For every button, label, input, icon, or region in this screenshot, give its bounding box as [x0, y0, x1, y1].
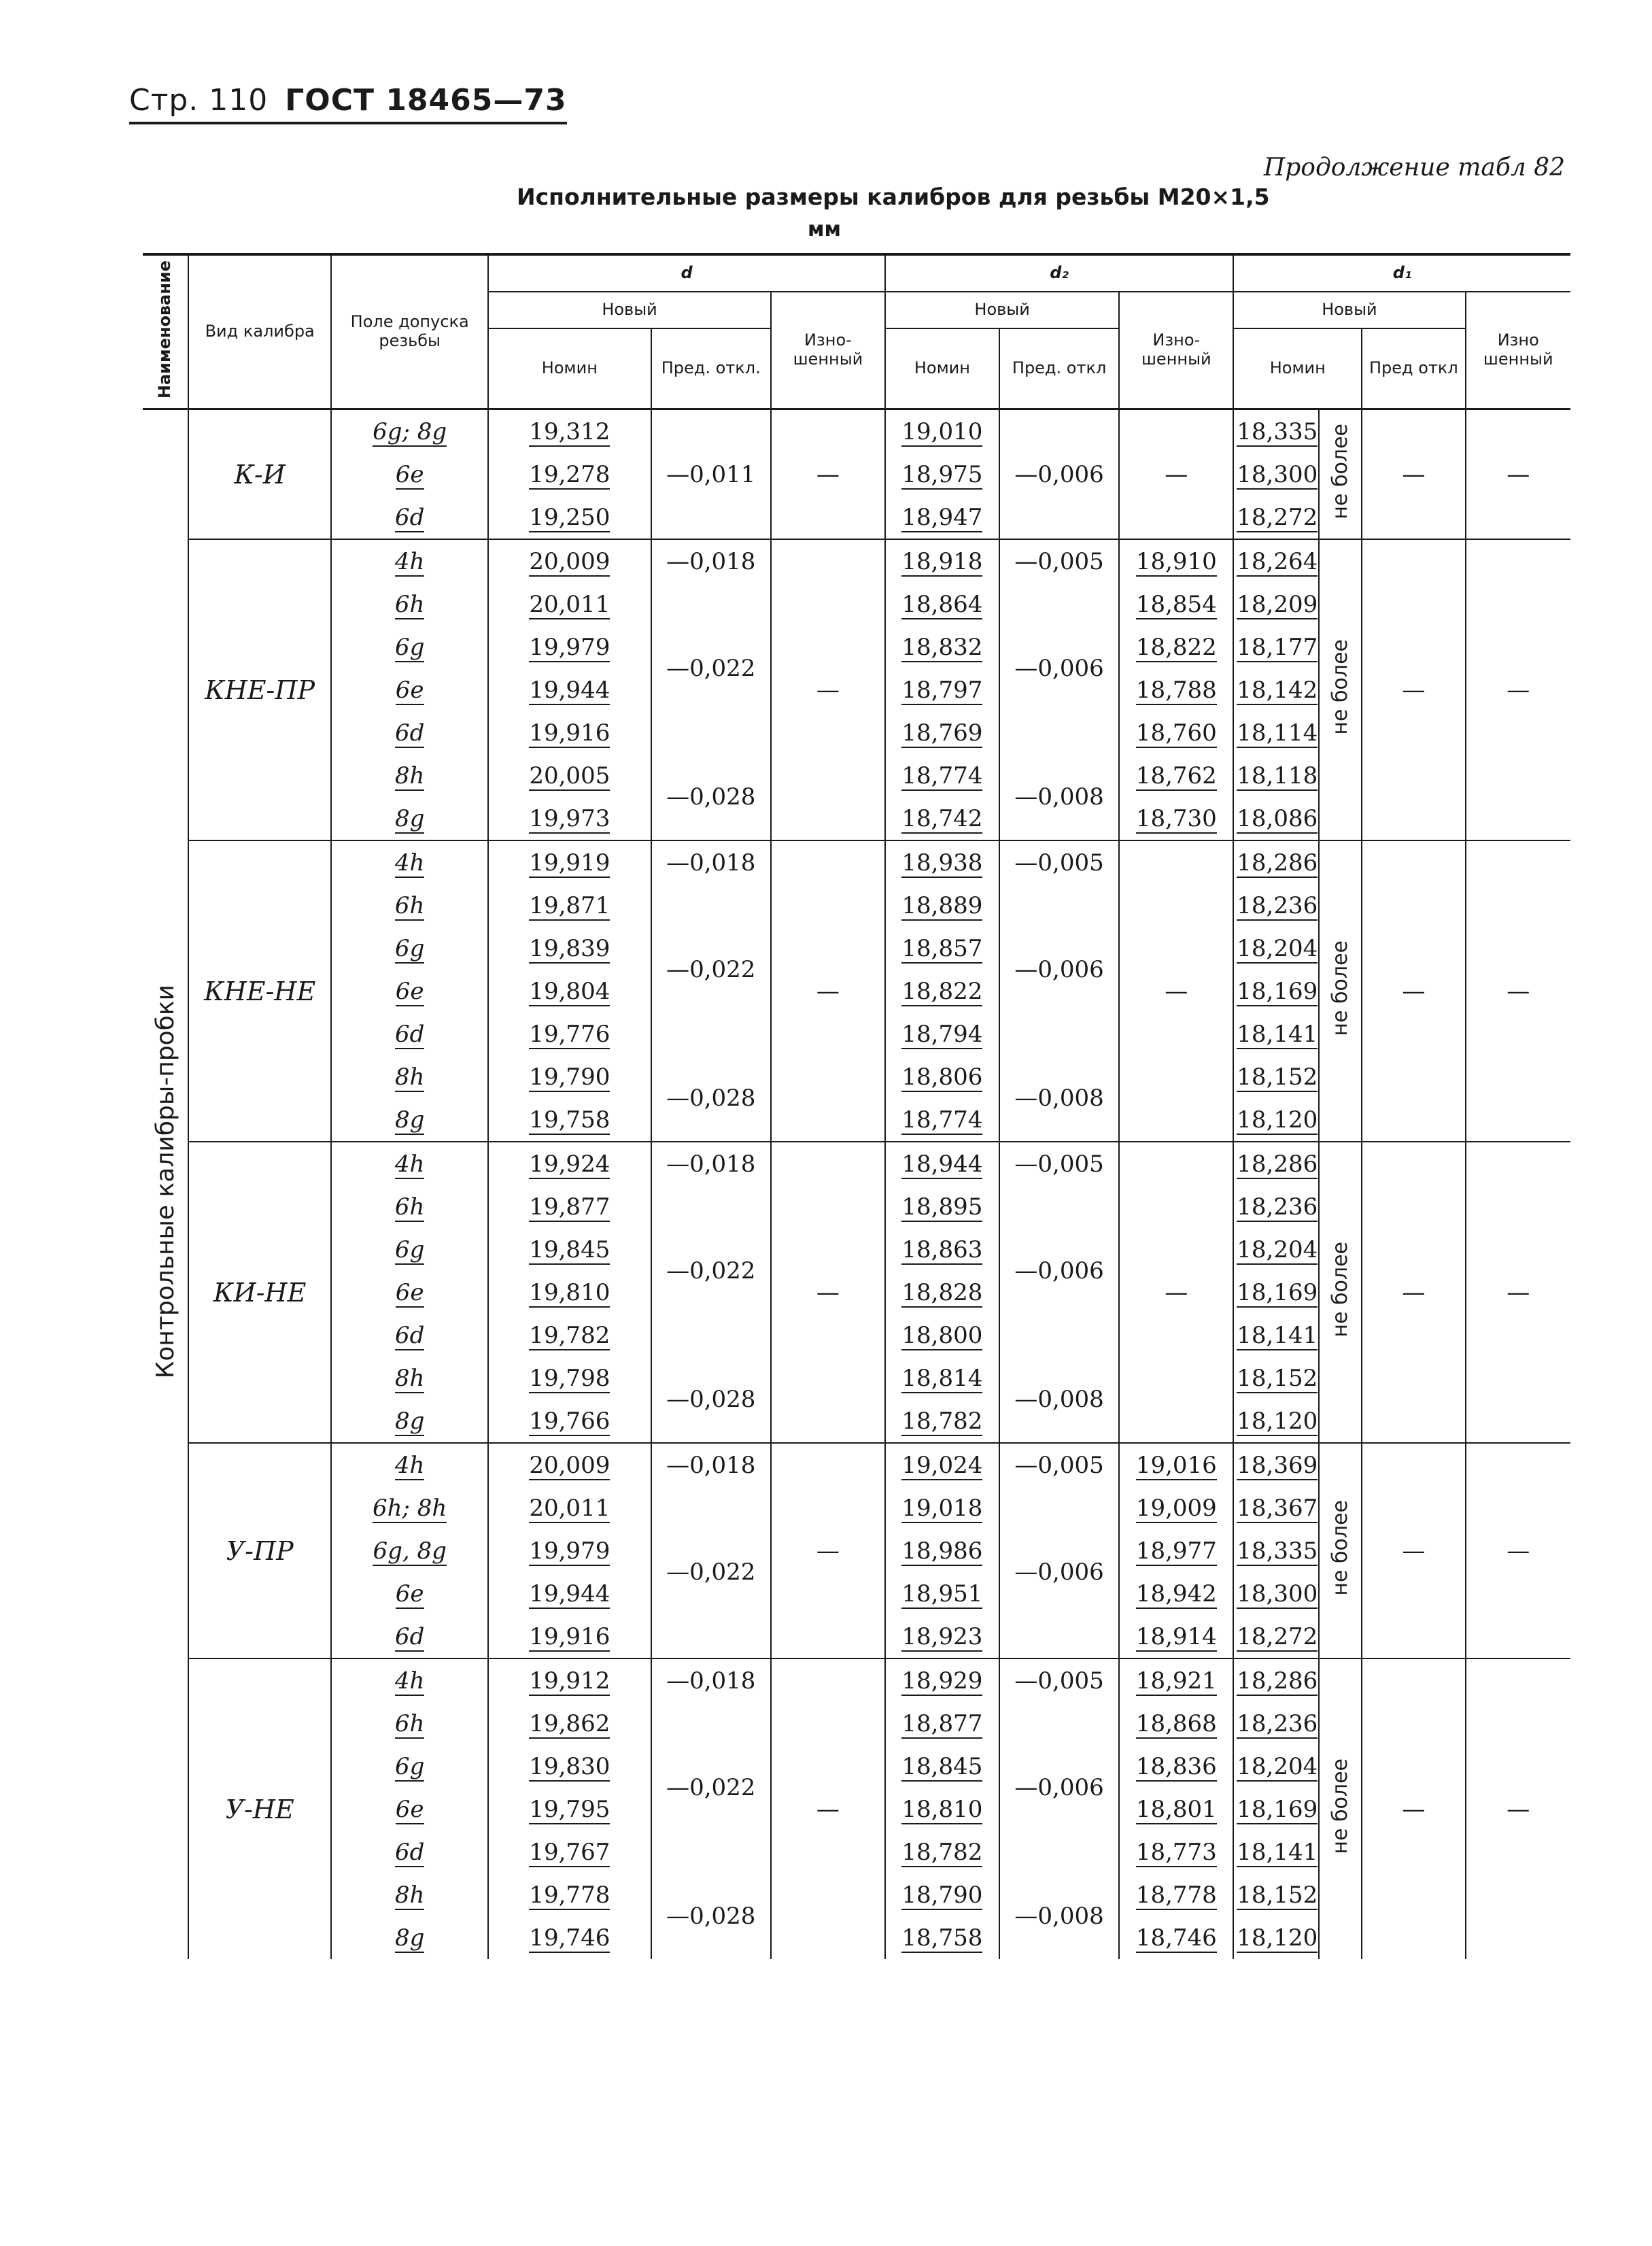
d2-nominal-value: 18,864: [885, 583, 999, 626]
col-gauge-type-header: Вид калибра: [188, 254, 331, 409]
d2-new-header: Новый: [885, 292, 1119, 328]
col-d1-header: d₁: [1233, 254, 1570, 292]
col-name-header: Наименование: [143, 254, 188, 409]
d-worn-value: —: [771, 539, 885, 840]
d2-worn-value: 18,977: [1119, 1529, 1233, 1572]
tolerance-field: 6h: [331, 884, 488, 927]
d-nominal-value: 19,798: [488, 1357, 651, 1399]
d-deviation-value: —0,022: [651, 1486, 771, 1658]
d1-worn-value: —: [1466, 1443, 1571, 1658]
d1-not-more-note: не более: [1319, 539, 1362, 840]
d-nominal-value: 19,746: [488, 1916, 651, 1959]
d-nominal-value: 19,845: [488, 1228, 651, 1271]
d-deviation-header: Пред. откл.: [651, 328, 771, 409]
d-deviation-value: —0,011: [651, 409, 771, 540]
standard-number: ГОСТ 18465—73: [285, 83, 567, 118]
d-nominal-value: 19,919: [488, 840, 651, 884]
d-nominal-value: 19,944: [488, 1572, 651, 1615]
d1-nominal-value: 18,286: [1233, 840, 1319, 884]
d2-nominal-value: 18,828: [885, 1271, 999, 1314]
d1-nominal-value: 18,209: [1233, 583, 1319, 626]
gauge-type-name: У-НЕ: [188, 1658, 331, 1959]
d1-nominal-value: 18,264: [1233, 539, 1319, 583]
table-title: Исполнительные размеры калибров для резьбы M20×1,5: [517, 184, 1270, 210]
d2-nominal-value: 18,800: [885, 1314, 999, 1357]
d1-nominal-value: 18,120: [1233, 1916, 1319, 1959]
table-unit: мм: [808, 218, 842, 241]
table-row: [143, 840, 1570, 884]
d2-nominal-value: 18,975: [885, 453, 999, 496]
tolerance-field: 6d: [331, 1831, 488, 1873]
d-nominal-header: Номин: [488, 328, 651, 409]
d-nominal-value: 19,862: [488, 1702, 651, 1745]
tolerance-field: 8g: [331, 1399, 488, 1443]
d-nominal-value: 19,916: [488, 711, 651, 754]
d2-worn-value: —: [1119, 840, 1233, 1142]
d2-nominal-value: 18,986: [885, 1529, 999, 1572]
d-nominal-value: 19,877: [488, 1185, 651, 1228]
tolerance-field: 6e: [331, 970, 488, 1013]
d1-nominal-value: 18,286: [1233, 1142, 1319, 1185]
d-deviation-value: —0,028: [651, 1055, 771, 1142]
d2-worn-value: 18,914: [1119, 1615, 1233, 1658]
tolerance-field: 6d: [331, 496, 488, 539]
d-nominal-value: 19,782: [488, 1314, 651, 1357]
d1-nominal-value: 18,141: [1233, 1831, 1319, 1873]
d2-nominal-value: 18,951: [885, 1572, 999, 1615]
d-nominal-value: 19,790: [488, 1055, 651, 1098]
d2-deviation-value: —0,008: [999, 1055, 1119, 1142]
d2-worn-value: 18,746: [1119, 1916, 1233, 1959]
d-new-header: Новый: [488, 292, 771, 328]
d2-nominal-value: 18,797: [885, 668, 999, 711]
tolerance-field: 6e: [331, 453, 488, 496]
d-deviation-value: —0,022: [651, 884, 771, 1055]
d2-nominal-value: 18,774: [885, 1098, 999, 1142]
d1-nominal-value: 18,335: [1233, 409, 1319, 454]
d-worn-value: —: [771, 1658, 885, 1959]
d2-deviation-value: —0,006: [999, 583, 1119, 754]
d-nominal-value: 19,250: [488, 496, 651, 539]
d2-nominal-value: 18,895: [885, 1185, 999, 1228]
d1-nominal-value: 18,120: [1233, 1399, 1319, 1443]
d2-worn-value: 18,801: [1119, 1788, 1233, 1831]
d2-worn-value: 18,822: [1119, 626, 1233, 668]
d2-worn-value: —: [1119, 1142, 1233, 1443]
d-deviation-value: —0,022: [651, 1702, 771, 1873]
table-row: [143, 409, 1570, 454]
tolerance-field: 6d: [331, 1013, 488, 1055]
d2-worn-value: 18,773: [1119, 1831, 1233, 1873]
d1-worn-value: —: [1466, 1142, 1571, 1443]
d2-worn-value: 19,016: [1119, 1443, 1233, 1486]
table-continuation: Продолжение табл 82: [1263, 154, 1565, 182]
d-nominal-value: 19,795: [488, 1788, 651, 1831]
d1-nominal-value: 18,272: [1233, 1615, 1319, 1658]
tolerance-field: 6g: [331, 1745, 488, 1788]
d2-deviation-value: —0,008: [999, 1357, 1119, 1443]
d-deviation-value: —0,018: [651, 1658, 771, 1702]
d2-deviation-value: —0,005: [999, 539, 1119, 583]
d-deviation-value: —0,018: [651, 1443, 771, 1486]
d1-not-more-note: не более: [1319, 1142, 1362, 1443]
gauge-type-name: КНЕ-НЕ: [188, 840, 331, 1142]
d1-nominal-value: 18,169: [1233, 1271, 1319, 1314]
d2-worn-value: 18,921: [1119, 1658, 1233, 1702]
d2-deviation-value: —0,008: [999, 1873, 1119, 1959]
d1-not-more-note: не более: [1319, 840, 1362, 1142]
d1-deviation-value: —: [1362, 1443, 1465, 1658]
tolerance-field: 6h: [331, 1185, 488, 1228]
d1-nominal-value: 18,118: [1233, 754, 1319, 797]
gauge-type-name: КНЕ-ПР: [188, 539, 331, 840]
d-deviation-value: —0,028: [651, 1357, 771, 1443]
table-row: [143, 1658, 1570, 1702]
d2-worn-value: 18,868: [1119, 1702, 1233, 1745]
d2-worn-value: 18,910: [1119, 539, 1233, 583]
d2-worn-value: 18,854: [1119, 583, 1233, 626]
d1-nominal-value: 18,236: [1233, 1702, 1319, 1745]
d1-nominal-value: 18,169: [1233, 970, 1319, 1013]
tolerance-field: 8h: [331, 1357, 488, 1399]
d2-nominal-value: 18,806: [885, 1055, 999, 1098]
d1-nominal-value: 18,335: [1233, 1529, 1319, 1572]
d-nominal-value: 19,979: [488, 626, 651, 668]
d1-deviation-value: —: [1362, 1142, 1465, 1443]
tolerance-field: 6g: [331, 927, 488, 970]
tolerance-field: 6e: [331, 1788, 488, 1831]
d2-nominal-value: 18,822: [885, 970, 999, 1013]
d2-nominal-value: 18,769: [885, 711, 999, 754]
d2-nominal-value: 19,018: [885, 1486, 999, 1529]
d1-worn-header: Изно шенный: [1466, 292, 1571, 409]
d-deviation-value: —0,028: [651, 754, 771, 840]
d2-nominal-value: 18,929: [885, 1658, 999, 1702]
d2-deviation-value: —0,005: [999, 1142, 1119, 1185]
d2-nominal-value: 18,790: [885, 1873, 999, 1916]
tolerance-field: 8g: [331, 797, 488, 840]
d1-nominal-value: 18,141: [1233, 1013, 1319, 1055]
tolerance-field: 4h: [331, 1142, 488, 1185]
d1-nominal-value: 18,204: [1233, 927, 1319, 970]
d2-nominal-value: 18,758: [885, 1916, 999, 1959]
d-nominal-value: 19,916: [488, 1615, 651, 1658]
tolerance-field: 6g; 8g: [331, 409, 488, 454]
tolerance-field: 6g, 8g: [331, 1529, 488, 1572]
tolerance-field: 6e: [331, 1572, 488, 1615]
col-tolerance-header: Поле допуска резьбы: [331, 254, 488, 409]
d-nominal-value: 19,924: [488, 1142, 651, 1185]
d-nominal-value: 20,009: [488, 539, 651, 583]
d2-nominal-value: 18,938: [885, 840, 999, 884]
d2-worn-value: 18,788: [1119, 668, 1233, 711]
tolerance-field: 6h: [331, 583, 488, 626]
tolerance-field: 6e: [331, 668, 488, 711]
d1-deviation-value: —: [1362, 539, 1465, 840]
tolerance-field: 8h: [331, 1055, 488, 1098]
d2-nominal-value: 18,863: [885, 1228, 999, 1271]
d1-nominal-value: 18,141: [1233, 1314, 1319, 1357]
tolerance-field: 6e: [331, 1271, 488, 1314]
d-worn-value: —: [771, 840, 885, 1142]
d-nominal-value: 19,810: [488, 1271, 651, 1314]
d2-nominal-value: 18,889: [885, 884, 999, 927]
d1-worn-value: —: [1466, 409, 1571, 540]
tolerance-field: 8h: [331, 1873, 488, 1916]
d-nominal-value: 19,804: [488, 970, 651, 1013]
d2-worn-header: Изно-шенный: [1119, 292, 1233, 409]
d2-worn-value: 18,942: [1119, 1572, 1233, 1615]
d1-deviation-value: —: [1362, 840, 1465, 1142]
d-nominal-value: 19,758: [488, 1098, 651, 1142]
tolerance-field: 4h: [331, 539, 488, 583]
d2-deviation-header: Пред. откл: [999, 328, 1119, 409]
d1-nominal-value: 18,272: [1233, 496, 1319, 539]
d-nominal-value: 19,278: [488, 453, 651, 496]
d2-nominal-header: Номин: [885, 328, 999, 409]
d1-deviation-value: —: [1362, 409, 1465, 540]
d-worn-header: Изно-шенный: [771, 292, 885, 409]
tolerance-field: 6d: [331, 711, 488, 754]
d1-nominal-value: 18,236: [1233, 884, 1319, 927]
tolerance-field: 4h: [331, 1658, 488, 1702]
d-nominal-value: 19,767: [488, 1831, 651, 1873]
d-worn-value: —: [771, 409, 885, 540]
tolerance-field: 8g: [331, 1916, 488, 1959]
d-nominal-value: 20,011: [488, 583, 651, 626]
d-nominal-value: 20,011: [488, 1486, 651, 1529]
d-nominal-value: 20,009: [488, 1443, 651, 1486]
d2-deviation-value: —0,006: [999, 884, 1119, 1055]
d2-nominal-value: 18,947: [885, 496, 999, 539]
d2-worn-value: 18,730: [1119, 797, 1233, 840]
d1-nominal-value: 18,300: [1233, 1572, 1319, 1615]
tolerance-field: 4h: [331, 840, 488, 884]
table-row: [143, 539, 1570, 583]
d2-nominal-value: 19,024: [885, 1443, 999, 1486]
d-nominal-value: 19,839: [488, 927, 651, 970]
d1-nominal-header: Номин: [1233, 328, 1362, 409]
d2-worn-value: 18,762: [1119, 754, 1233, 797]
d-nominal-value: 20,005: [488, 754, 651, 797]
d-nominal-value: 19,778: [488, 1873, 651, 1916]
d-nominal-value: 19,766: [488, 1399, 651, 1443]
tolerance-field: 6g: [331, 1228, 488, 1271]
d2-deviation-value: —0,008: [999, 754, 1119, 840]
d1-nominal-value: 18,114: [1233, 711, 1319, 754]
d2-nominal-value: 18,810: [885, 1788, 999, 1831]
d-deviation-value: —0,018: [651, 539, 771, 583]
d1-nominal-value: 18,204: [1233, 1228, 1319, 1271]
d-nominal-value: 19,830: [488, 1745, 651, 1788]
col-d-header: d: [488, 254, 885, 292]
d-nominal-value: 19,776: [488, 1013, 651, 1055]
table-row: [143, 1443, 1570, 1486]
d2-nominal-value: 18,845: [885, 1745, 999, 1788]
d1-nominal-value: 18,169: [1233, 1788, 1319, 1831]
d-nominal-value: 19,912: [488, 1658, 651, 1702]
d1-nominal-value: 18,152: [1233, 1055, 1319, 1098]
d2-deviation-value: —0,006: [999, 1486, 1119, 1658]
gauge-type-name: У-ПР: [188, 1443, 331, 1658]
d2-deviation-value: —0,005: [999, 1443, 1119, 1486]
d1-nominal-value: 18,152: [1233, 1873, 1319, 1916]
d2-nominal-value: 18,782: [885, 1399, 999, 1443]
d1-nominal-value: 18,086: [1233, 797, 1319, 840]
d-nominal-value: 19,871: [488, 884, 651, 927]
d1-nominal-value: 18,177: [1233, 626, 1319, 668]
d1-nominal-value: 18,120: [1233, 1098, 1319, 1142]
d-deviation-value: —0,018: [651, 840, 771, 884]
d1-nominal-value: 18,152: [1233, 1357, 1319, 1399]
d2-worn-value: 18,760: [1119, 711, 1233, 754]
d2-worn-value: 18,778: [1119, 1873, 1233, 1916]
d-nominal-value: 19,312: [488, 409, 651, 454]
d2-nominal-value: 18,742: [885, 797, 999, 840]
d1-nominal-value: 18,204: [1233, 1745, 1319, 1788]
d2-worn-value: —: [1119, 409, 1233, 540]
d1-deviation-value: —: [1362, 1658, 1465, 1959]
d2-nominal-value: 18,918: [885, 539, 999, 583]
gauge-type-name: К-И: [188, 409, 331, 540]
tolerance-field: 6h; 8h: [331, 1486, 488, 1529]
d2-nominal-value: 18,832: [885, 626, 999, 668]
tolerance-field: 6d: [331, 1314, 488, 1357]
d1-nominal-value: 18,367: [1233, 1486, 1319, 1529]
d1-not-more-note: не более: [1319, 1658, 1362, 1959]
tolerance-field: 6h: [331, 1702, 488, 1745]
d2-nominal-value: 18,814: [885, 1357, 999, 1399]
group-label: Контрольные калибры-пробки: [151, 984, 179, 1379]
d-deviation-value: —0,028: [651, 1873, 771, 1959]
d1-worn-value: —: [1466, 840, 1571, 1142]
d-deviation-value: —0,022: [651, 1185, 771, 1357]
d-deviation-value: —0,022: [651, 583, 771, 754]
d2-nominal-value: 19,010: [885, 409, 999, 454]
tolerance-field: 6d: [331, 1615, 488, 1658]
d2-worn-value: 19,009: [1119, 1486, 1233, 1529]
d2-nominal-value: 18,794: [885, 1013, 999, 1055]
tolerance-field: 8g: [331, 1098, 488, 1142]
d1-nominal-value: 18,369: [1233, 1443, 1319, 1486]
tolerance-field: 4h: [331, 1443, 488, 1486]
d2-nominal-value: 18,857: [885, 927, 999, 970]
d-nominal-value: 19,973: [488, 797, 651, 840]
d-nominal-value: 19,979: [488, 1529, 651, 1572]
page-header: [129, 83, 567, 124]
gauge-table: [143, 253, 1570, 1959]
d1-not-more-note: не более: [1319, 409, 1362, 540]
table-body: [143, 409, 1570, 1960]
page-number: Стр. 110: [129, 83, 269, 118]
d-worn-value: —: [771, 1142, 885, 1443]
d1-worn-value: —: [1466, 1658, 1571, 1959]
tolerance-field: 6g: [331, 626, 488, 668]
d2-nominal-value: 18,923: [885, 1615, 999, 1658]
tolerance-field: 8h: [331, 754, 488, 797]
d2-deviation-value: —0,006: [999, 409, 1119, 540]
d2-deviation-value: —0,006: [999, 1185, 1119, 1357]
table-row: [143, 1142, 1570, 1185]
d2-deviation-value: —0,006: [999, 1702, 1119, 1873]
d1-nominal-value: 18,236: [1233, 1185, 1319, 1228]
gauge-type-name: КИ-НЕ: [188, 1142, 331, 1443]
d2-worn-value: 18,836: [1119, 1745, 1233, 1788]
d2-deviation-value: —0,005: [999, 840, 1119, 884]
d-worn-value: —: [771, 1443, 885, 1658]
d2-nominal-value: 18,944: [885, 1142, 999, 1185]
d2-nominal-value: 18,774: [885, 754, 999, 797]
d1-worn-value: —: [1466, 539, 1571, 840]
d1-deviation-header: Пред откл: [1362, 328, 1465, 409]
d1-nominal-value: 18,286: [1233, 1658, 1319, 1702]
d-deviation-value: —0,018: [651, 1142, 771, 1185]
d1-nominal-value: 18,142: [1233, 668, 1319, 711]
d2-nominal-value: 18,782: [885, 1831, 999, 1873]
d1-nominal-value: 18,300: [1233, 453, 1319, 496]
d1-new-header: Новый: [1233, 292, 1465, 328]
d1-not-more-note: не более: [1319, 1443, 1362, 1658]
d-nominal-value: 19,944: [488, 668, 651, 711]
d2-deviation-value: —0,005: [999, 1658, 1119, 1702]
d2-nominal-value: 18,877: [885, 1702, 999, 1745]
col-d2-header: d₂: [885, 254, 1233, 292]
